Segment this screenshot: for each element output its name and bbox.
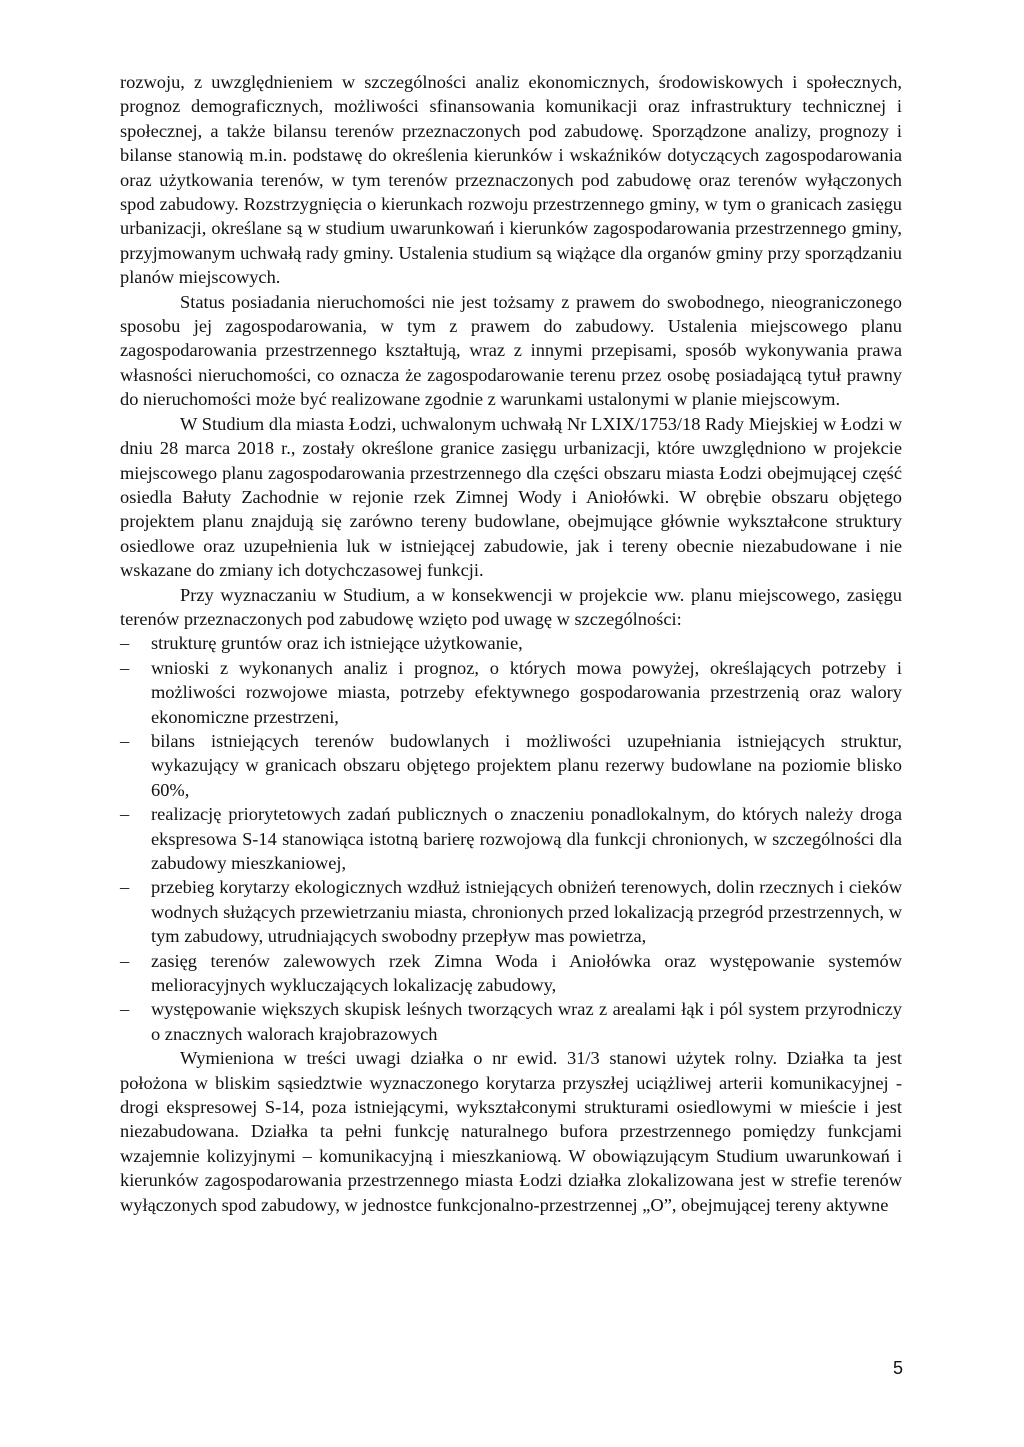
list-item — [120, 997, 902, 1046]
dash-bullet: – — [120, 657, 130, 678]
list-item — [120, 729, 902, 802]
list-item — [120, 802, 902, 875]
list-item-text: bilans istniejących terenów budowlanych i możliwości uzupełniania istniejących struktur, wykazujący w granicach obszaru objętego projektem planu rezerwy budowlane na poziomie blisko 60%, — [151, 730, 902, 800]
paragraph-parcel-31-3: Wymieniona w treści uwagi działka o nr ewid. 31/3 stanowi użytek rolny. Działka ta jest położona w bliskim sąsiedztwie wyznaczonego korytarza przyszłej uciążliwej arterii komunikacyjnej - drogi ekspresowej S-14, poza istniejącymi, wykształconymi strukturami osiedlowymi w mieście i jest niezabudowana. Działka ta pełni funkcję naturalnego bufora przestrzennego pomiędzy funkcjami wzajemnie kolizyjnymi – komunikacyjną i mieszkaniową. W obowiązującym Studium uwarunkowań i kierunków zagospodarowania przestrzennego miasta Łodzi działka zlokalizowana jest w strefie terenów wyłączonych spod zabudowy, w jednostce funkcjonalno-przestrzennej „O”, obejmującej tereny aktywne — [120, 1048, 902, 1215]
page-number: 5 — [893, 1358, 904, 1378]
document-body — [120, 70, 902, 1217]
list-item-text: przebieg korytarzy ekologicznych wzdłuż istniejących obniżeń terenowych, dolin rzecznych i cieków wodnych służących przewietrzaniu miasta, chronionych przed lokalizacją przegród przestrzennych, w tym zabudowy, utrudniających swobodny przepływ mas powietrza, — [151, 877, 902, 947]
dash-bullet: – — [120, 999, 130, 1020]
list-item-text: występowanie większych skupisk leśnych tworzących wraz z arealami łąk i pól system przyrodniczy o znacznych walorach krajobrazowych — [151, 999, 902, 1044]
paragraph-lodz-study: W Studium dla miasta Łodzi, uchwalonym uchwałą Nr LXIX/1753/18 Rady Miejskiej w Łodzi w dniu 28 marca 2018 r., zostały określone granice zasięgu urbanizacji, które uwzględniono w projekcie miejscowego planu zagospodarowania przestrzennego dla części obszaru miasta Łodzi obejmującej część osiedla Bałuty Zachodnie w rejonie rzek Zimnej Wody i Aniołówki. W obrębie obszaru objętego projektem planu znajdują się zarówno tereny budowlane, obejmujące głównie wykształcone struktury osiedlowe oraz uzupełnienia luk w istniejącej zabudowie, jak i tereny obecnie niezabudowane i nie wskazane do zmiany ich dotychczasowej funkcji. — [120, 413, 902, 581]
list-item — [120, 631, 902, 655]
list-item-text: wnioski z wykonanych analiz i prognoz, o których mowa powyżej, określających potrzeby i możliwości rozwojowe miasta, potrzeby efektywnego gospodarowania przestrzenią oraz walory ekonomiczne przestrzeni, — [151, 657, 902, 727]
paragraph-property-status: Status posiadania nieruchomości nie jest tożsamy z prawem do swobodnego, nieograniczonego sposobu jej zagospodarowania, w tym z prawem do zabudowy. Ustalenia miejscowego planu zagospodarowania przestrzennego kształtują, wraz z innymi przepisami, sposób wykonywania prawa własności nieruchomości, co oznacza że zagospodarowanie terenu przez osobę posiadającą tytuł prawny do nieruchomości może być realizowane zgodnie z warunkami ustalonymi w planie miejscowym. — [120, 291, 902, 410]
list-item — [120, 875, 902, 948]
dash-bullet: – — [120, 877, 130, 898]
paragraph-urbanization-analyses: rozwoju, z uwzględnieniem w szczególności analiz ekonomicznych, środowiskowych i społecznych, prognoz demograficznych, możliwości sfinansowania komunikacji oraz infrastruktury technicznej i społecznej, a także bilansu terenów przeznaczonych pod zabudowę. Sporządzone analizy, prognozy i bilanse stanowią m.in. podstawę do określenia kierunków i wskaźników dotyczących zagospodarowania oraz użytkowania terenów, w tym terenów przeznaczonych pod zabudowę oraz terenów wyłączonych spod zabudowy. Rozstrzygnięcia o kierunkach rozwoju przestrzennego gminy, w tym o granicach zasięgu urbanizacji, określane są w studium uwarunkowań i kierunków zagospodarowania przestrzennego gminy, przyjmowanym uchwałą rady gminy. Ustalenia studium są wiążące dla organów gminy przy sporządzaniu planów miejscowych. — [120, 72, 902, 288]
dash-bullet: – — [120, 950, 130, 971]
list-item-text: realizację priorytetowych zadań publicznych o znaczeniu ponadlokalnym, do których należy droga ekspresowa S-14 stanowiąca istotną barierę rozwojową dla funkcji chronionych, w szczególności dla zabudowy mieszkaniowej, — [151, 804, 902, 873]
dash-bullet: – — [120, 804, 130, 825]
list-item — [120, 656, 902, 729]
dash-bullet: – — [120, 633, 130, 654]
paragraph-criteria-intro: Przy wyznaczaniu w Studium, a w konsekwencji w projekcie ww. planu miejscowego, zasięgu terenów przeznaczonych pod zabudowę wzięto pod uwagę w szczególności: — [120, 584, 902, 629]
list-item — [120, 949, 902, 998]
list-item-text: strukturę gruntów oraz ich istniejące użytkowanie, — [151, 633, 523, 654]
list-item-text: zasięg terenów zalewowych rzek Zimna Woda i Aniołówka oraz występowanie systemów melioracyjnych wykluczających lokalizację zabudowy, — [151, 950, 902, 996]
criteria-list — [120, 631, 902, 1046]
dash-bullet: – — [120, 730, 130, 751]
